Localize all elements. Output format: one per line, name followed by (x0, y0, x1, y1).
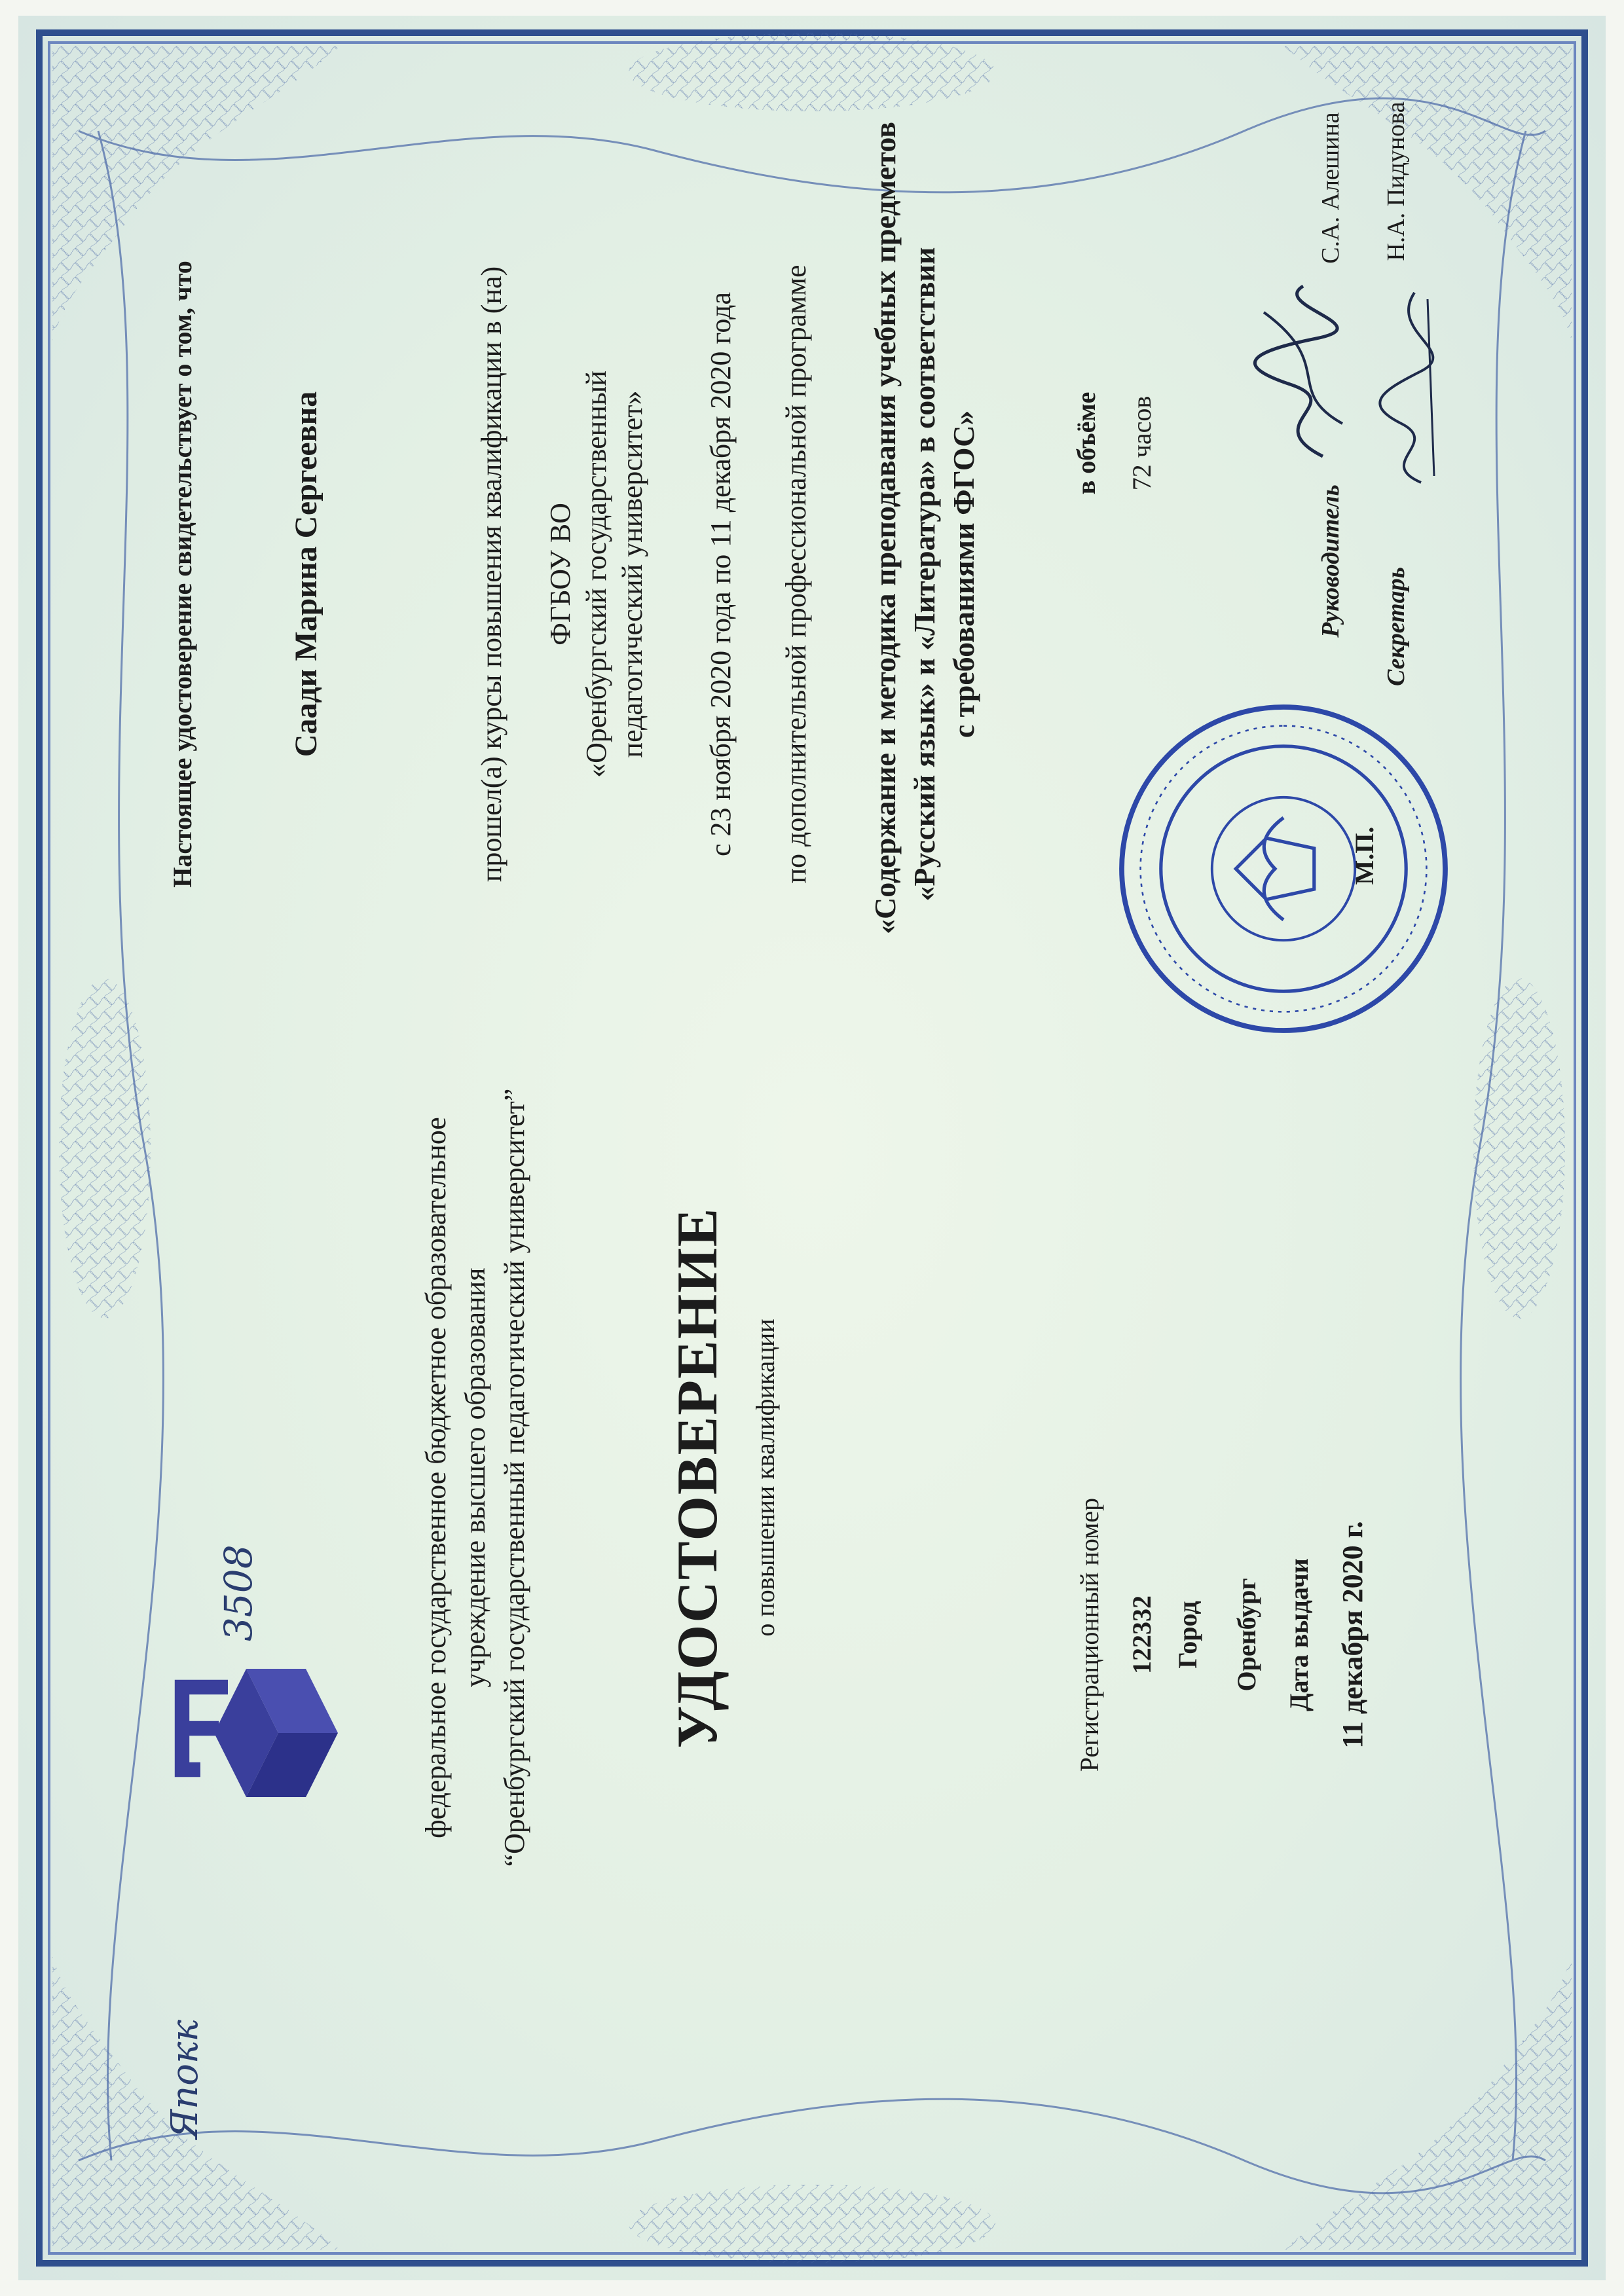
reg-number-label: Регистрационный номер (1075, 1497, 1104, 1772)
institution-line-1: федеральное государственное бюджетное образовательное (420, 1117, 452, 1838)
director-signature (1244, 280, 1356, 463)
city-value: Оренбург (1232, 1578, 1261, 1692)
handwritten-initials: Япокк (164, 2020, 206, 2139)
holder-full-name: Саади Марина Сергеевна (289, 391, 323, 757)
city-label: Город (1173, 1601, 1202, 1669)
organization-line-3: педагогический университет» (616, 390, 648, 758)
study-period: с 23 ноября 2020 года по 11 декабря 2020 года (705, 292, 737, 856)
organization-line-2: «Оренбургский государственный (580, 371, 612, 778)
director-label: Руководитель (1317, 484, 1344, 638)
institution-line-2: учреждение высшего образования (459, 1267, 491, 1688)
document-title: УДОСТОВЕРЕНИЕ (666, 1207, 729, 1749)
program-line-3: с требованиями ФГОС» (947, 410, 980, 738)
university-logo (164, 1641, 347, 1825)
issue-date: 11 декабря 2020 г. (1337, 1521, 1369, 1749)
volume-hours: 72 часов (1127, 395, 1156, 491)
handwritten-number: 3508 (216, 1544, 261, 1641)
secretary-signature (1362, 280, 1454, 489)
program-label: по дополнительной профессиональной программе (780, 264, 812, 884)
official-stamp (1113, 699, 1454, 1039)
stamp-label: М.П. (1350, 826, 1379, 885)
program-line-2: «Русский язык» и «Литература» в соответствии (908, 247, 941, 902)
secretary-name: Н.А. Пидунова (1382, 101, 1410, 261)
program-line-1: «Содержание и методика преподавания учебных предметов (868, 121, 902, 934)
volume-label: в объёме (1071, 392, 1101, 495)
intro-text: Настоящее удостоверение свидетельствует о том, что (168, 261, 197, 888)
secretary-label: Секретарь (1382, 566, 1410, 687)
institution-line-3: “Оренбургский государственный педагогический университет” (498, 1088, 530, 1867)
director-name: С.А. Алешина (1317, 112, 1344, 264)
document-subtitle: о повышении квалификации (750, 1319, 780, 1637)
issue-date-label: Дата выдачи (1284, 1558, 1314, 1711)
reg-number: 122332 (1127, 1595, 1156, 1674)
passed-course-text: прошел(а) курсы повышения квалификации в (на) (475, 266, 507, 883)
organization-line-1: ФГБОУ ВО (544, 503, 576, 646)
